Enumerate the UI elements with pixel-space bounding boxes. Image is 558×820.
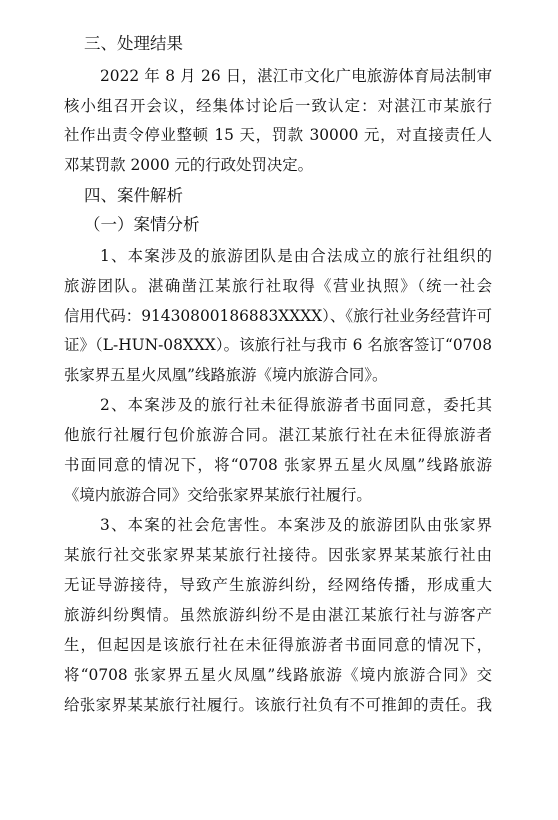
paragraph-line: 证》（L-HUN-08XXX）。该旅行社与我市 6 名旅客签订“0708 xyxy=(64,336,492,354)
paragraph-line: 旅游纠纷舆情。虽然旅游纠纷不是由湛江某旅行社与游客产 xyxy=(64,606,492,624)
paragraph-line: 某旅行社交张家界某某旅行社接待。因张家界某某旅行社由 xyxy=(64,546,492,564)
paragraph-line: 旅游团队。湛确凿江某旅行社取得《营业执照》（统一社会 xyxy=(64,277,492,295)
paragraph-line: 给张家界某某旅行社履行。该旅行社负有不可推卸的责任。我 xyxy=(64,696,492,714)
paragraph-line: 《境内旅游合同》交给张家界某旅行社履行。 xyxy=(64,486,372,504)
paragraph-line: 书面同意的情况下，将“0708 张家界五星火凤凰”线路旅游 xyxy=(64,456,492,474)
section-heading-4: 四、案件解析 xyxy=(84,186,183,205)
paragraph-line: 邓某罚款 2000 元的行政处罚决定。 xyxy=(64,156,314,174)
paragraph-line: 2022 年 8 月 26 日，湛江市文化广电旅游体育局法制审 xyxy=(100,67,492,85)
paragraph-line: 社作出责令停业整顿 15 天，罚款 30000 元，对直接责任人 xyxy=(64,126,492,144)
paragraph-line: 3、本案的社会危害性。本案涉及的旅游团队由张家界 xyxy=(100,516,492,534)
paragraph-line: 信用代码：91430800186883XXXX）、《旅行社业务经营许可 xyxy=(64,307,492,325)
paragraph-line: 1、本案涉及的旅游团队是由合法成立的旅行社组织的 xyxy=(100,247,492,265)
paragraph-line: 核小组召开会议，经集体讨论后一致认定：对湛江市某旅行 xyxy=(64,97,492,115)
paragraph-line: 无证导游接待，导致产生旅游纠纷，经网络传播，形成重大 xyxy=(64,576,492,594)
section-heading-3: 三、处理结果 xyxy=(84,34,183,53)
paragraph-line: 2、本案涉及的旅行社未征得旅游者书面同意，委托其 xyxy=(100,396,492,414)
paragraph-line: 生，但起因是该旅行社在未征得旅游者书面同意的情况下， xyxy=(64,636,492,654)
paragraph-line: 将“0708 张家界五星火凤凰”线路旅游《境内旅游合同》交 xyxy=(64,666,492,684)
paragraph-line: 他旅行社履行包价旅游合同。湛江某旅行社在未征得旅游者 xyxy=(64,426,492,444)
paragraph-line: 张家界五星火凤凰”线路旅游《境内旅游合同》。 xyxy=(64,366,388,384)
subsection-heading-1: （一）案情分析 xyxy=(84,215,200,234)
